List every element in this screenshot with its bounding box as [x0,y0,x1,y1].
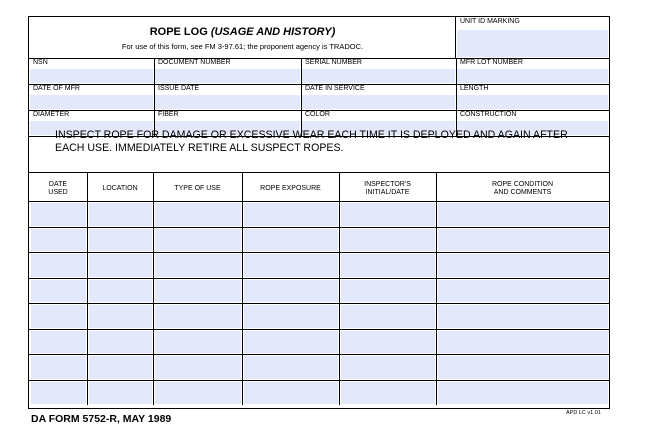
rule-line [29,172,609,173]
inspection-instruction: INSPECT ROPE FOR DAMAGE OR EXCESSIVE WEAR EACH TIME IT IS DEPLOYED AND AGAIN AFTER EACH USE. IMMEDIATELY RETIRE ALL SUSPECT ROPES. [55,129,568,154]
form-number: DA FORM 5752-R, MAY 1989 [31,413,172,425]
color-label: COLOR [305,111,330,118]
date-in-service-input[interactable] [302,95,455,109]
table-cell[interactable] [244,254,338,277]
rule-line [436,172,437,405]
unit-id-marking-input[interactable] [457,30,608,57]
form-version: APD LC v1.01 [566,410,601,416]
table-cell[interactable] [31,356,86,379]
table-cell[interactable] [155,382,241,405]
rope-log-form [28,16,610,409]
document-number-label: DOCUMENT NUMBER [158,59,231,66]
col-header-line: ROPE EXPOSURE [260,184,321,192]
col-header-line: USED [48,188,68,196]
document-number-input[interactable] [155,69,300,83]
table-cell[interactable] [89,229,152,252]
form-title-italic: (USAGE AND HISTORY) [210,26,336,38]
construction-label: CONSTRUCTION [460,111,517,118]
table-cell[interactable] [341,356,435,379]
table-cell[interactable] [89,203,152,226]
col-header-location [87,177,153,200]
table-cell[interactable] [31,331,86,354]
form-title-main: ROPE LOG [149,26,211,38]
date-of-mfr-field[interactable] [29,84,154,110]
rule-line [29,278,609,279]
col-header-line: LOCATION [102,184,138,192]
fiber-label: FIBER [158,111,179,118]
table-cell[interactable] [341,229,435,252]
table-cell[interactable] [31,280,86,303]
rule-line [153,172,154,405]
table-cell[interactable] [89,382,152,405]
date-of-mfr-input[interactable] [30,95,153,109]
table-cell[interactable] [341,331,435,354]
table-cell[interactable] [341,305,435,328]
table-cell[interactable] [89,280,152,303]
date-in-service-field[interactable] [301,84,456,110]
table-cell[interactable] [438,331,608,354]
serial-number-input[interactable] [302,69,455,83]
table-cell[interactable] [155,356,241,379]
table-cell[interactable] [155,331,241,354]
rule-line [29,227,609,228]
table-cell[interactable] [31,382,86,405]
form-subtitle: For use of this form, see FM 3-97.61; the proponent agency is TRADOC. [121,42,364,51]
issue-date-field[interactable] [154,84,301,110]
date-in-service-label: DATE IN SERVICE [305,85,365,92]
table-cell[interactable] [438,280,608,303]
rule-line [456,58,457,136]
col-header-date-used [29,177,87,200]
length-input[interactable] [457,95,608,109]
col-header-inspector-s-initial-date [339,177,436,200]
table-cell[interactable] [244,331,338,354]
table-cell[interactable] [155,203,241,226]
length-field[interactable] [456,84,609,110]
issue-date-label: ISSUE DATE [158,85,200,92]
rule-line [29,58,609,59]
col-header-line: INSPECTOR'S [364,180,411,188]
col-header-line: ROPE CONDITION [491,180,554,188]
nsn-label: NSN [33,59,48,66]
table-cell[interactable] [341,254,435,277]
table-cell[interactable] [31,203,86,226]
table-cell[interactable] [438,356,608,379]
table-cell[interactable] [31,305,86,328]
rule-line [29,354,609,355]
mfr-lot-number-field[interactable] [456,58,609,84]
table-cell[interactable] [244,356,338,379]
rule-line [29,84,609,85]
table-cell[interactable] [438,229,608,252]
table-cell[interactable] [89,254,152,277]
rule-line [154,58,155,136]
table-cell[interactable] [155,229,241,252]
serial-number-field[interactable] [301,58,456,84]
table-cell[interactable] [438,203,608,226]
col-header-line: TYPE OF USE [174,184,221,192]
table-cell[interactable] [155,305,241,328]
table-cell[interactable] [438,382,608,405]
col-header-rope-exposure [242,177,339,200]
nsn-field[interactable] [29,58,154,84]
table-cell[interactable] [155,280,241,303]
col-header-line: AND COMMENTS [493,188,552,196]
rule-line [29,201,609,202]
table-cell[interactable] [89,305,152,328]
rule-line [301,58,302,136]
col-header-type-of-use [153,177,242,200]
table-cell[interactable] [244,305,338,328]
col-header-line: INITIAL/DATE [365,188,410,196]
table-cell[interactable] [438,305,608,328]
mfr-lot-number-input[interactable] [457,69,608,83]
form-title [29,26,456,38]
table-cell[interactable] [341,203,435,226]
issue-date-input[interactable] [155,95,300,109]
col-header-rope-condition-and-comments [436,177,609,200]
rule-line [29,303,609,304]
table-cell[interactable] [244,229,338,252]
table-cell[interactable] [244,280,338,303]
table-cell[interactable] [31,254,86,277]
table-cell[interactable] [341,280,435,303]
length-label: LENGTH [460,85,489,92]
date-of-mfr-label: DATE OF MFR [33,85,80,92]
table-cell[interactable] [89,356,152,379]
form-header [29,17,456,58]
table-cell[interactable] [438,254,608,277]
rule-line [242,172,243,405]
rule-line [87,172,88,405]
table-cell[interactable] [244,382,338,405]
rule-line [29,380,609,381]
nsn-input[interactable] [30,69,153,83]
unit-id-marking-label: UNIT ID MARKING [460,18,520,25]
diameter-label: DIAMETER [33,111,70,118]
table-cell[interactable] [155,254,241,277]
rule-line [29,252,609,253]
mfr-lot-number-label: MFR LOT NUMBER [460,59,523,66]
rule-line [29,329,609,330]
document-number-field[interactable] [154,58,301,84]
table-cell[interactable] [89,331,152,354]
table-cell[interactable] [244,203,338,226]
rule-line [339,172,340,405]
col-header-line: DATE [48,180,68,188]
table-cell[interactable] [31,229,86,252]
serial-number-label: SERIAL NUMBER [305,59,362,66]
table-cell[interactable] [341,382,435,405]
rule-line [29,110,609,111]
unit-id-marking-field[interactable] [456,17,609,58]
